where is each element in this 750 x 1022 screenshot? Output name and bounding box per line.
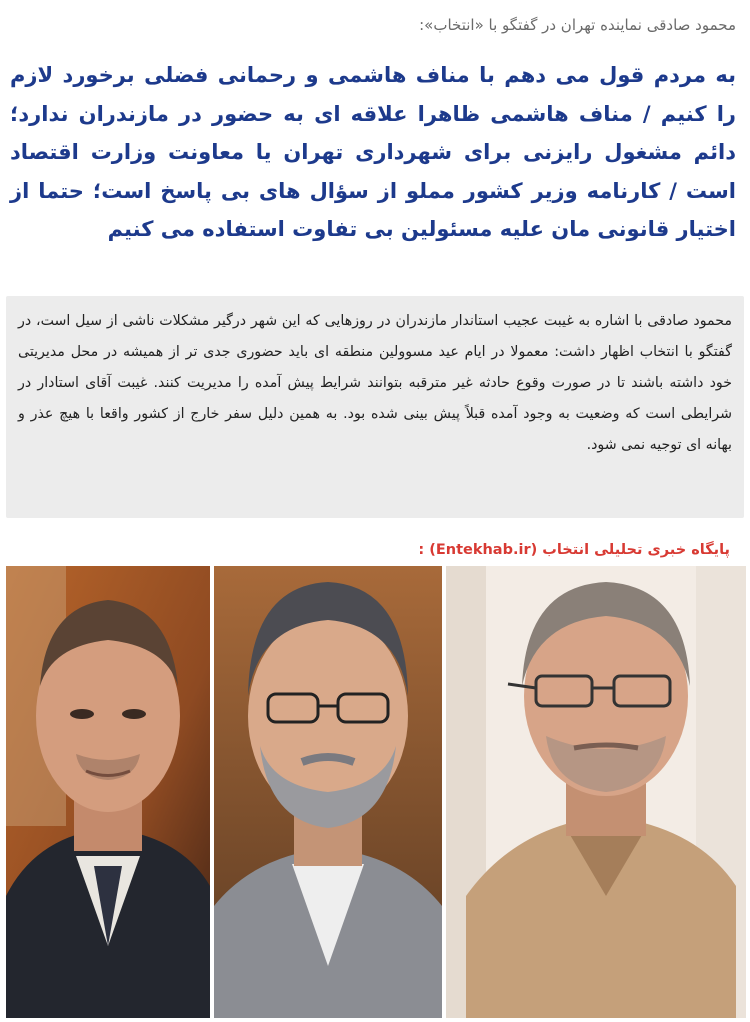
lead-paragraph: محمود صادقی با اشاره به غیبت عجیب استاندار مازندران در روزهایی که این شهر درگیر مشکلات ناشی از سیل است، در گفتگو با انتخاب اظهار داشت: معمولا در ایام عید مسوولین منطقه ای باید حضوری جدی تر از همیشه در محل مدیریتی خود داشته باشند تا در صورت وقوع حادثه غیر مترقبه بتوانند شرایط پیش آمده را مدیریت کنند. غیبت آقای استادار در شرایطی است که وضعیت به وجود آمده قبلاً پیش بینی شده بود. به همین دلیل سفر خارج از کشور واقعا با هیچ عذر و بهانه ای توجیه نمی شود.: [18, 313, 732, 453]
portrait-left: [6, 566, 210, 1018]
source-label: پایگاه خبری تحلیلی انتخاب (Entekhab.ir) :: [418, 542, 730, 558]
lead-box: [6, 296, 744, 518]
portrait-center: [214, 566, 442, 1018]
photo-collage: [6, 566, 746, 1018]
headline: به مردم قول می دهم با مناف هاشمی و رحمانی فضلی برخورد لازم را کنیم / مناف هاشمی ظاهرا علاقه ای به حضور در مازندران ندارد؛ دائم مشغول رایزنی برای شهرداری تهران یا معاونت وزارت اقتصاد است / کارنامه وزیر کشور مملو از سؤال های بی پاسخ است؛ حتما از اختیار قانونی مان علیه مسئولین بی تفاوت استفاده می کنیم: [10, 63, 736, 241]
portrait-right: [446, 566, 746, 1018]
kicker: محمود صادقی نماینده تهران در گفتگو با «انتخاب»:: [419, 16, 736, 34]
